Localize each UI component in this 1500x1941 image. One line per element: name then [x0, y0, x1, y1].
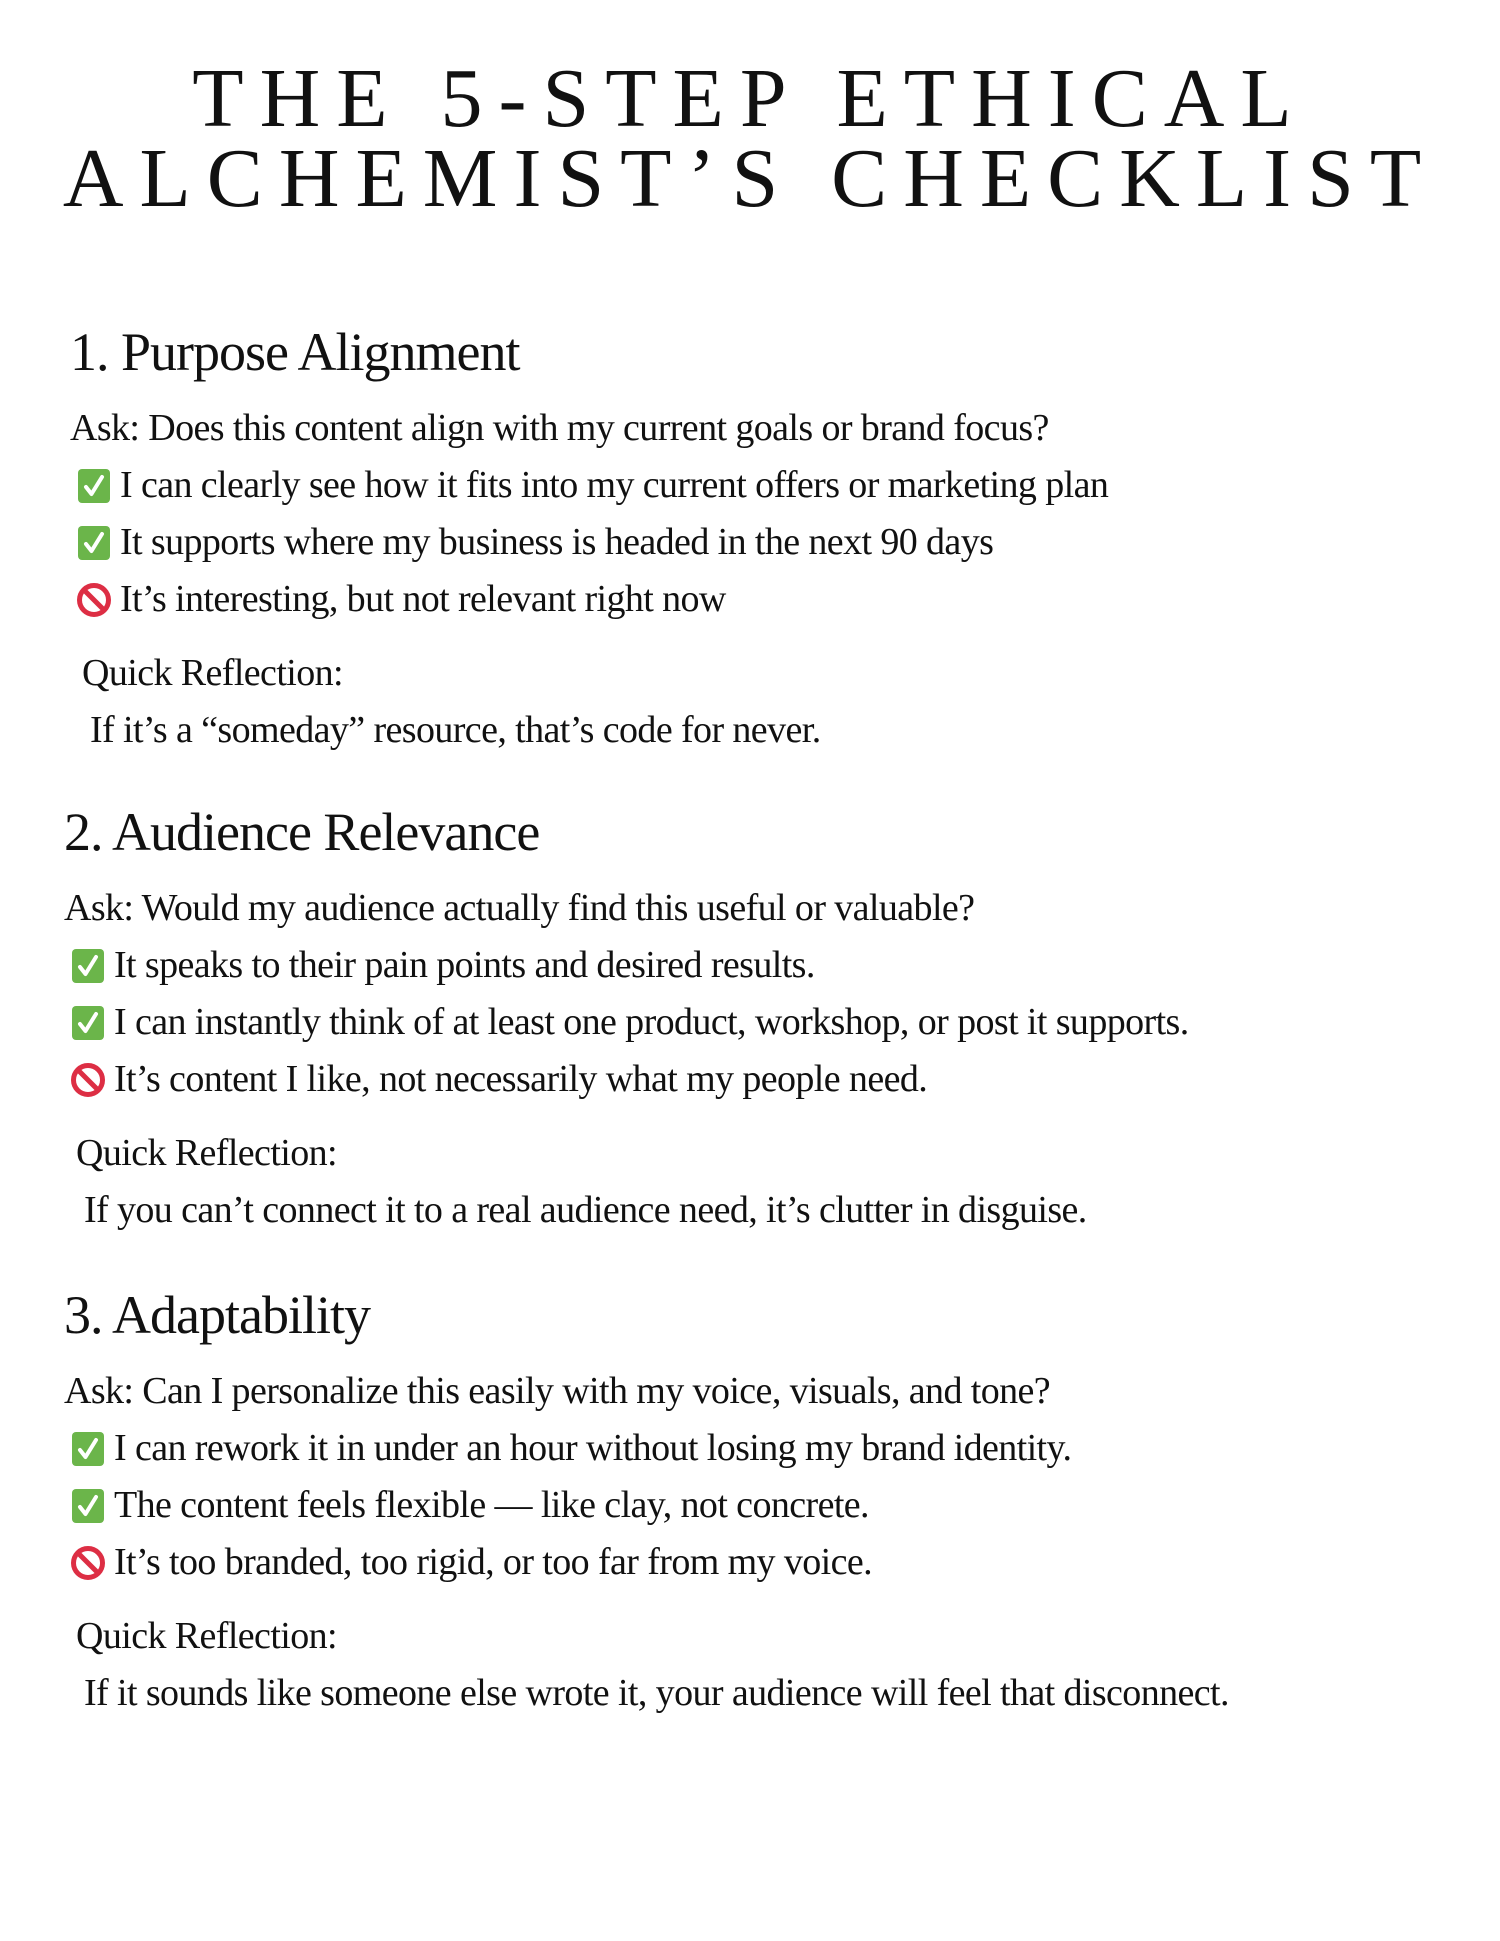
checklist-item-text: I can rework it in under an hour without losing my brand identity. — [114, 1427, 1072, 1469]
ask-question: Ask: Can I personalize this easily with my voice, visuals, and tone? — [64, 1370, 1051, 1412]
section-heading: 2. Audience Relevance — [64, 802, 540, 862]
check-icon — [70, 1005, 106, 1041]
ban-icon — [70, 1062, 106, 1098]
checklist-item-text: It’s content I like, not necessarily what my people need. — [114, 1058, 928, 1100]
title-line-2: ALCHEMIST’S CHECKLIST — [62, 132, 1438, 225]
reflection-label: Quick Reflection: — [76, 1132, 337, 1174]
checklist-item — [64, 1534, 1484, 1591]
check-icon — [70, 1488, 106, 1524]
reflection-label: Quick Reflection: — [82, 652, 343, 694]
ban-icon — [76, 582, 112, 618]
checklist-item — [64, 1477, 1484, 1534]
reflection-text: If it’s a “someday” resource, that’s code for never. — [90, 709, 821, 751]
checklist-item — [70, 457, 1490, 514]
ban-icon — [70, 1545, 106, 1581]
checklist-item — [70, 514, 1490, 571]
checklist-item-text: The content feels flexible — like clay, not concrete. — [114, 1484, 869, 1526]
section-3 — [64, 1280, 1484, 1722]
checklist-item-text: I can clearly see how it fits into my current offers or marketing plan — [120, 464, 1109, 506]
check-icon — [70, 948, 106, 984]
checklist-item — [64, 1420, 1484, 1477]
checklist-item — [64, 994, 1484, 1051]
checklist-item-text: I can instantly think of at least one product, workshop, or post it supports. — [114, 1001, 1189, 1043]
check-icon — [76, 525, 112, 561]
check-icon — [70, 1431, 106, 1467]
check-icon — [76, 468, 112, 504]
section-2 — [64, 797, 1484, 1239]
checklist-item — [64, 937, 1484, 994]
ask-question: Ask: Does this content align with my current goals or brand focus? — [70, 407, 1049, 449]
title-line-1: THE 5-STEP ETHICAL — [192, 52, 1308, 145]
reflection-text: If it sounds like someone else wrote it, your audience will feel that disconnect. — [84, 1672, 1229, 1714]
checklist-item-text: It speaks to their pain points and desired results. — [114, 944, 815, 986]
checklist-item-text: It’s interesting, but not relevant right now — [120, 578, 726, 620]
checklist-item-text: It supports where my business is headed in the next 90 days — [120, 521, 994, 563]
section-heading: 3. Adaptability — [64, 1285, 370, 1345]
reflection-label: Quick Reflection: — [76, 1615, 337, 1657]
section-heading: 1. Purpose Alignment — [70, 322, 520, 382]
checklist-item — [64, 1051, 1484, 1108]
ask-question: Ask: Would my audience actually find this useful or valuable? — [64, 887, 975, 929]
checklist-item — [70, 571, 1490, 628]
section-1 — [70, 317, 1490, 759]
reflection-text: If you can’t connect it to a real audience need, it’s clutter in disguise. — [84, 1189, 1087, 1231]
checklist-item-text: It’s too branded, too rigid, or too far from my voice. — [114, 1541, 873, 1583]
